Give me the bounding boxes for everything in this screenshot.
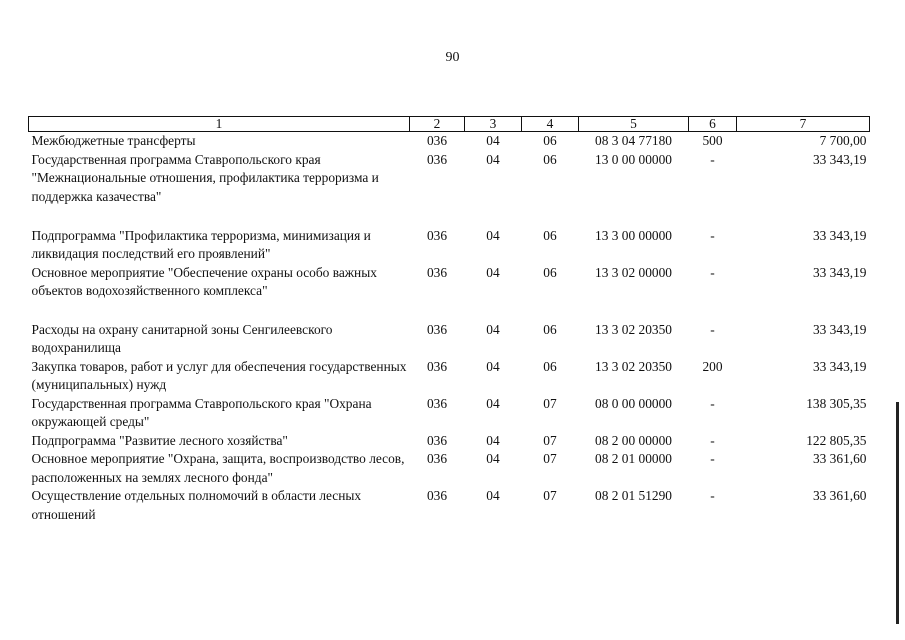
cell-subsection-code: 07 — [543, 451, 557, 466]
cell-subsection-code: 06 — [543, 358, 557, 374]
cell-section-code: 04 — [486, 395, 500, 411]
cell-target-article: 08 2 00 00000 — [595, 432, 672, 448]
budget-table — [28, 116, 870, 524]
row-name: Расходы на охрану санитарной зоны Сенгилеевского водохранилища — [31, 321, 333, 355]
page-number: 90 — [445, 50, 460, 65]
cell-target-article: 08 2 01 00000 — [595, 451, 672, 466]
cell-amount: 33 343,19 — [812, 321, 867, 337]
row-name: Государственная программа Ставропольского края "Межнациональные отношения, профилактика терроризма и поддержка казачества" — [31, 151, 379, 204]
cell-target-article: 13 3 02 20350 — [595, 321, 672, 337]
cell-target-article: 13 3 02 00000 — [595, 264, 672, 280]
column-header-2: 2 — [410, 117, 465, 132]
cell-target-article: 13 3 02 20350 — [595, 358, 672, 374]
table-row — [29, 395, 870, 432]
column-header-1: 1 — [29, 117, 410, 132]
row-name: Основное мероприятие "Охрана, защита, воспроизводство лесов, расположенных на землях лесного фонда" — [31, 451, 405, 485]
cell-section-code: 04 — [486, 227, 500, 243]
cell-amount: 7 700,00 — [819, 133, 867, 148]
cell-subsection-code: 07 — [543, 488, 557, 503]
column-header-4: 4 — [522, 117, 579, 132]
table-row — [29, 151, 870, 227]
cell-section-code: 04 — [486, 133, 500, 148]
cell-ministry-code: 036 — [426, 264, 448, 280]
table-row — [29, 227, 870, 264]
cell-amount: 33 343,19 — [812, 227, 867, 243]
row-name: Государственная программа Ставропольского края "Охрана окружающей среды" — [31, 395, 372, 429]
cell-subsection-code: 06 — [543, 151, 557, 167]
cell-subsection-code: 06 — [543, 321, 557, 337]
cell-expense-type: 500 — [702, 133, 723, 148]
cell-amount: 33 343,19 — [812, 151, 867, 167]
cell-section-code: 04 — [486, 432, 500, 448]
cell-subsection-code: 07 — [543, 432, 557, 448]
cell-ministry-code: 036 — [426, 227, 448, 243]
cell-target-article: 08 0 00 00000 — [595, 395, 672, 411]
row-name: Межбюджетные трансферты — [31, 133, 196, 148]
cell-section-code: 04 — [486, 151, 500, 167]
cell-section-code: 04 — [486, 488, 500, 503]
column-header-7: 7 — [737, 117, 870, 132]
cell-amount: 33 343,19 — [812, 358, 867, 374]
cell-amount: 122 805,35 — [806, 432, 867, 448]
cell-section-code: 04 — [486, 321, 500, 337]
cell-section-code: 04 — [486, 451, 500, 466]
row-name: Осуществление отдельных полномочий в области лесных отношений — [31, 488, 362, 522]
cell-section-code: 04 — [486, 358, 500, 374]
table-row — [29, 432, 870, 451]
cell-ministry-code: 036 — [426, 151, 448, 167]
row-name: Подпрограмма "Развитие лесного хозяйства" — [31, 432, 288, 448]
cell-expense-type: - — [710, 151, 715, 167]
table-row — [29, 321, 870, 358]
column-header-6: 6 — [689, 117, 737, 132]
cell-expense-type: - — [710, 227, 715, 243]
cell-ministry-code: 036 — [426, 451, 448, 466]
cell-section-code: 04 — [486, 264, 500, 280]
cell-ministry-code: 036 — [426, 488, 448, 503]
scan-edge-line — [896, 402, 899, 624]
cell-expense-type: - — [710, 321, 715, 337]
cell-ministry-code: 036 — [426, 358, 448, 374]
cell-expense-type: - — [710, 451, 715, 466]
cell-target-article: 13 3 00 00000 — [595, 227, 672, 243]
cell-target-article: 13 0 00 00000 — [595, 151, 672, 167]
table-row — [29, 487, 870, 524]
cell-target-article: 08 2 01 51290 — [595, 488, 672, 503]
cell-ministry-code: 036 — [426, 395, 448, 411]
table-row — [29, 132, 870, 151]
row-name: Закупка товаров, работ и услуг для обеспечения государственных (муниципальных) нужд — [31, 358, 407, 392]
cell-amount: 33 361,60 — [812, 488, 867, 503]
cell-expense-type: - — [710, 432, 715, 448]
cell-expense-type: - — [710, 264, 715, 280]
table-row — [29, 264, 870, 321]
cell-subsection-code: 07 — [543, 395, 557, 411]
header-row — [29, 117, 870, 132]
cell-amount: 33 343,19 — [812, 264, 867, 280]
cell-subsection-code: 06 — [543, 264, 557, 280]
column-header-3: 3 — [465, 117, 522, 132]
column-header-5: 5 — [579, 117, 689, 132]
cell-expense-type: - — [710, 488, 715, 503]
cell-amount: 33 361,60 — [812, 451, 867, 466]
row-name: Основное мероприятие "Обеспечение охраны особо важных объектов водохозяйственного комплекса" — [31, 264, 377, 298]
row-name: Подпрограмма "Профилактика терроризма, минимизация и ликвидация последствий его проявлений" — [31, 227, 371, 261]
cell-subsection-code: 06 — [543, 133, 557, 148]
cell-ministry-code: 036 — [426, 432, 448, 448]
cell-target-article: 08 3 04 77180 — [595, 133, 672, 148]
cell-expense-type: - — [710, 395, 715, 411]
cell-ministry-code: 036 — [426, 321, 448, 337]
table-row — [29, 450, 870, 487]
cell-subsection-code: 06 — [543, 227, 557, 243]
cell-amount: 138 305,35 — [806, 395, 867, 411]
table-row — [29, 358, 870, 395]
cell-ministry-code: 036 — [426, 133, 448, 148]
cell-expense-type: 200 — [702, 358, 723, 374]
